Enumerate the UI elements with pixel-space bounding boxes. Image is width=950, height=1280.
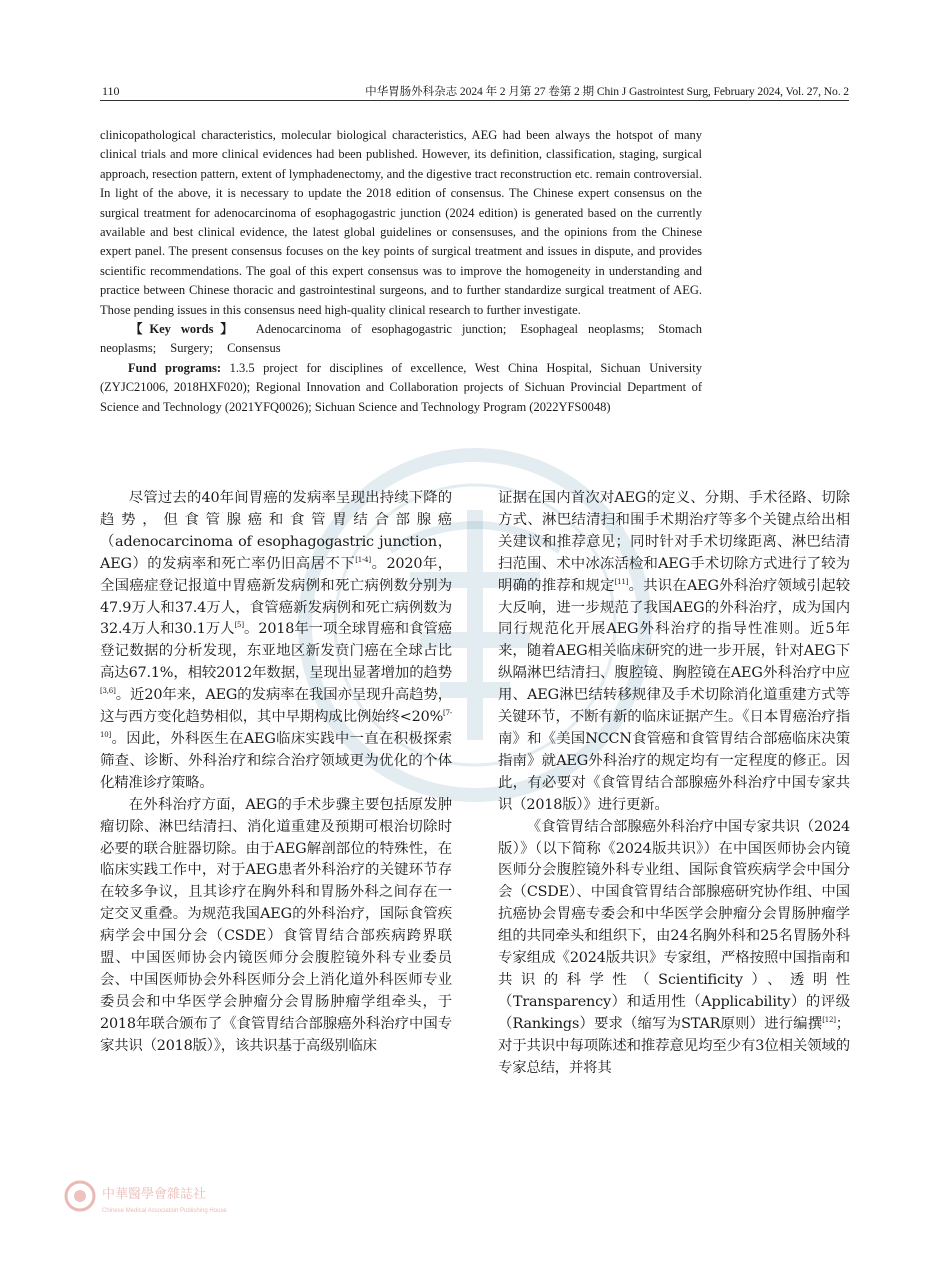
svg-text:中華醫學會雜誌社: 中華醫學會雜誌社 <box>102 1187 207 1202</box>
keyword: Consensus <box>227 341 281 356</box>
body-paragraph <box>498 817 850 1080</box>
page-number: 110 <box>102 84 120 98</box>
body-paragraph <box>100 488 452 795</box>
english-abstract <box>100 126 702 417</box>
citation-ref[interactable]: [1-4] <box>355 555 371 564</box>
body-text: 在外科治疗方面，AEG的手术步骤主要包括原发肿瘤切除、淋巴结清扫、消化道重建及预期可根治切除时必要的联合脏器切除。由于AEG解剖部位的特殊性，在临床实践工作中，对于AEG患者外科治疗的关键环节存在较多争议，且其诊疗在胸外科和胃肠外科之间存在一定交叉重叠。为规范我国AEG的外科治疗，国际食管疾病学会中国分会（CSDE）食管胃结合部疾病跨界联盟、中国医师协会内镜医师分会腹腔镜外科专业委员会、中国医师协会外科医师分会上消化道外科医师专业委员会和中华医学会肿瘤分会胃肠肿瘤学组牵头，于2018年联合颁布了《食管胃结合部腺癌外科治疗中国专家共识（2018版）》，该共识基于高级别临床 <box>100 796 452 1054</box>
fund-text: 1.3.5 project for disciplines of excellence, West China Hospital, Sichuan University (ZYJC21006, 2018HXF020); Regional Innovation and Collaboration projects of Sichuan Provincial Department of Science and Technology (2021YFQ0026); Sichuan Science and Technology Program (2022YFS0048) <box>100 360 703 414</box>
keyword: Surgery; <box>170 341 214 356</box>
citation-ref[interactable]: [7-10] <box>100 709 452 739</box>
fund-label: Fund programs: <box>128 360 222 375</box>
body-paragraph <box>100 795 452 1058</box>
body-text: 。2018年一项全球胃癌和食管癌登记数据的分析发现，东亚地区新发贲门癌在全球占比高达67.1%，相较2012年数据，呈现出显著增加的趋势 <box>100 621 452 682</box>
body-column-left <box>100 488 452 1058</box>
fund-programs <box>100 359 702 417</box>
body-text: 。2020年，全国癌症登记报道中胃癌新发病例和死亡病例数分别为47.9万人和37.4万人，食管癌新发病例和死亡病例数为32.4万人和30.1万人 <box>100 555 453 638</box>
citation-ref[interactable]: [11] <box>614 577 629 586</box>
keyword: Stomach neoplasms; <box>100 322 702 356</box>
svg-text:Chinese Medical Association Pu: Chinese Medical Association Publishing House <box>102 1208 227 1214</box>
citation-ref[interactable]: [3,6] <box>100 687 116 696</box>
body-text: 尽管过去的40年间胃癌的发病率呈现出持续下降的趋势，但食管腺癌和食管胃结合部腺癌（adenocarcinoma of esophagogastric junction，AEG）的发病率和死亡率仍旧高居不下 <box>100 490 452 572</box>
keyword: Esophageal neoplasms; <box>520 322 645 337</box>
body-text: 。因此，外科医生在AEG临床实践中一直在积极探索筛查、诊断、外科治疗和综合治疗领域更为优化的个体化精准诊疗策略。 <box>100 730 452 791</box>
body-text: 证据在国内首次对AEG的定义、分期、手术径路、切除方式、淋巴结清扫和围手术期治疗等多个关键点给出相关建议和推荐意见；同时针对手术切缘距离、淋巴结清扫范围、术中冰冻活检和AEG手术切除方式进行了较为明确的推荐和规定 <box>498 490 850 594</box>
body-text: 《食管胃结合部腺癌外科治疗中国专家共识（2024版）》（以下简称《2024版共识》）在中国医师协会内镜医师分会腹腔镜外科专业组、国际食管疾病学会中国分会（CSDE）、中国食管胃结合部腺癌研究协作组、中国抗癌协会胃癌专委会和中华医学会肿瘤分会胃肠肿瘤学组的共同牵头和组织下，由24名胸外科和25名胃肠外科专家组成《2024版共识》专家组，严格按照中国指南和共识的科学性（Scientificity）、透明性（Transparency）和适用性（Applicability）的评级（Rankings）要求（缩写为STAR原则）进行编撰 <box>498 818 850 1032</box>
body-text: 。近20年来，AEG的发病率在我国亦呈现升高趋势，这与西方变化趋势相似，其中早期构成比例始终<20% <box>100 687 452 726</box>
body-column-right <box>498 488 850 1079</box>
body-text: 。共识在AEG外科治疗领域引起较大反响，进一步规范了我国AEG的外科治疗，成为国内同行规范化开展AEG外科治疗的指导性准则。近5年来，随着AEG相关临床研究的进一步开展，针对AEG下纵隔淋巴结清扫、腹腔镜、胸腔镜在AEG外科治疗中应用、AEG淋巴结转移规律及手术切除消化道重建方式等关键环节，不断有新的临床证据产生。《日本胃癌治疗指南》和《美国NCCN食管癌和食管胃结合部癌临床决策指南》就AEG外科治疗的规定均有一定程度的修正。因此，有必要对《食管胃结合部腺癌外科治疗中国专家共识（2018版）》进行更新。 <box>498 577 850 813</box>
abstract-text: clinicopathological characteristics, molecular biological characteristics, AEG had been always the hotspot of many clinical trials and more clinical evidences had been published. However, its definition, classification, staging, surgical approach, resection pattern, extent of lymphadenectomy, and the digestive tract reconstruction etc. remain controversial. In light of the above, it is necessary to update the 2018 edition of consensus. The Chinese expert consensus on the surgical treatment for adenocarcinoma of esophagogastric junction (2024 edition) is generated based on the currently available and best clinical evidence, the latest global guidelines or consensuses, and the opinions from the Chinese expert panel. The present consensus focuses on the key points of surgical treatment and issues in dispute, and provides scientific recommendations. The goal of this expert consensus was to improve the homogeneity in understanding and practice between Chinese thoracic and gastrointestinal surgeons, and to further standardize surgical treatment of AEG. Those pending issues in this consensus need high-quality clinical research to further investigate. <box>100 128 702 317</box>
keyword: Adenocarcinoma of esophagogastric junction; <box>255 322 507 337</box>
keywords-label: 【Key words】 <box>130 322 240 337</box>
body-text: ；对于共识中每项陈述和推荐意见均至少有3位相关领域的专家总结，并将其 <box>498 1015 850 1076</box>
keywords-line <box>100 320 702 359</box>
body-paragraph <box>498 488 850 817</box>
citation-ref[interactable]: [5] <box>234 621 244 630</box>
journal-citation: 中华胃肠外科杂志 2024 年 2 月第 27 卷第 2 期 Chin J Gastrointest Surg, February 2024, Vol. 27, No. 2 <box>365 85 849 98</box>
publisher-seal-logo <box>62 1176 242 1220</box>
citation-ref[interactable]: [12] <box>822 1015 836 1024</box>
running-header <box>100 82 849 101</box>
